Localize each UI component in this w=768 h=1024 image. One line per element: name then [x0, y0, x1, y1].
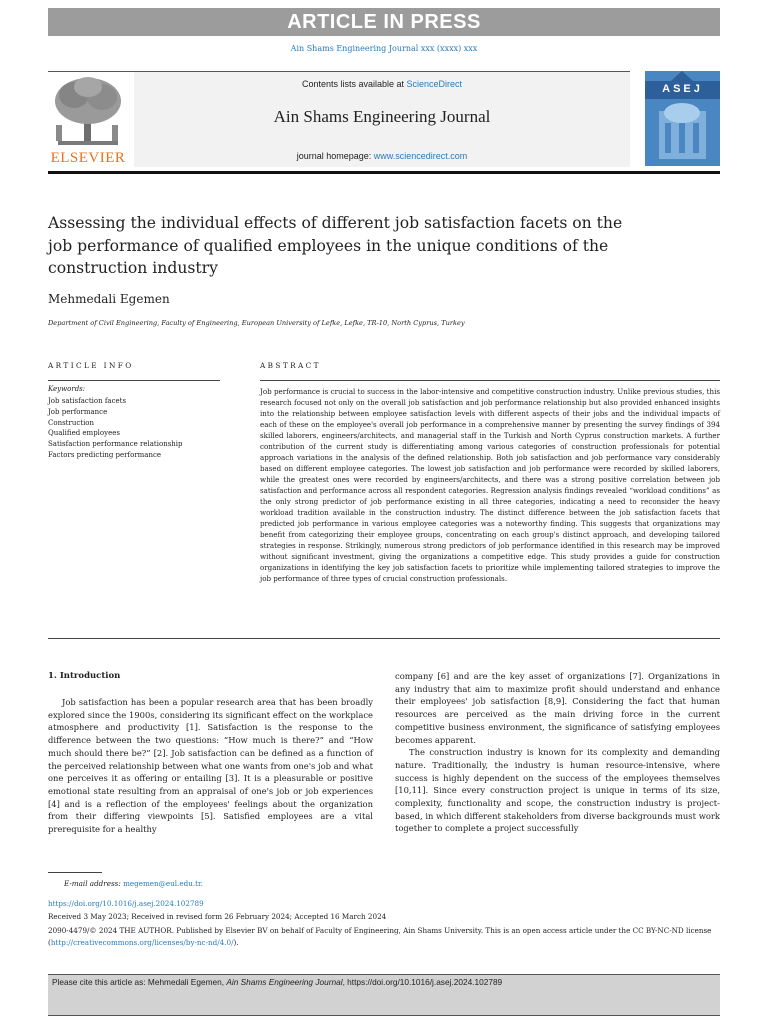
keyword-item[interactable]: Qualified employees	[48, 429, 120, 438]
body-paragraph: company [6] and are the key asset of organizations [7]. Organizations in any industry that aim to maximize profit should understand and enhance their employees' job satisfaction [8,9]. Considering the fact that human resources are perceived as the main driving force in the current competitive business environment, the significance of satisfying employees becomes apparent.	[395, 671, 720, 745]
abstract-text: Job performance is crucial to success in the labor-intensive and competitive construction industry. Unlike previous studies, this research focused not only on the overall job satisfaction and job performance relationship but also provided enhanced insights into the relationship between employee satisfaction levels with different aspects of their jobs and the individual impacts of each of these on the employee's overall job performance in a comprehensive manner by presenting the survey findings of 394 skilled laborers, engineers/architects, and managerial staff in the Turkish and North Cyprus construction markets. A further contribution of the current study is differentiating among various categories of construction professionals for potential approach variations in the analysis of the defined relationship. Both job satisfaction and job performance vary considerably based on different employee categories. The lowest job satisfaction and job performance were recorded by skilled laborers, while the greatest ones were recorded by engineers/architects, and there was a strong positive correlation between job satisfaction and performance across all respondent categories. Regression analysis findings revealed “workload conditions” as the only strong predictor of job performance existing in all three categories, indicating a need to reconsider the heavy workload tradition available in the construction industry. The distinct difference between the job satisfaction facets that predicted job performance in various employee categories was a noteworthy finding. This suggests that organizations may benefit from categorizing their employee groups, concentrating on each group's distinct approach, and developing tailored strategies in response. Strikingly, numerous strong predictors of job performance identified in this research may be improved without significant investment, giving the organizations a competitive edge. This study provides a guide for construction organizations in identifying the key job satisfaction facets to prioritize while implementing tailored strategies to improve the job performance of three types of crucial construction professionals.	[260, 387, 720, 583]
abstract-rule	[260, 380, 720, 381]
email-footnote	[64, 879, 203, 888]
publisher-logo-text: ELSEVIER	[50, 150, 126, 166]
article-info-rule	[48, 380, 220, 381]
section-heading-introduction: 1. Introduction	[48, 671, 121, 681]
keyword-item[interactable]: Job satisfaction facets	[48, 397, 127, 405]
footnote-rule	[48, 872, 102, 873]
cite-journal: Ain Shams Engineering Journal	[226, 977, 343, 987]
author-affiliation: Department of Civil Engineering, Faculty of Engineering, European University of Lefke, Lefke, TR-10, North Cyprus, Turkey	[48, 319, 465, 327]
header-bottom-rule	[48, 171, 720, 174]
contents-line	[134, 79, 630, 89]
sciencedirect-link[interactable]: ScienceDirect	[406, 79, 463, 89]
homepage-link[interactable]: www.sciencedirect.com	[373, 151, 468, 161]
body-column-left	[48, 696, 373, 836]
body-column-right	[395, 670, 720, 835]
doi-link[interactable]: https://doi.org/10.1016/j.asej.2024.102789	[48, 899, 204, 908]
cite-prefix: Please cite this article as: Mehmedali Egemen,	[52, 977, 227, 987]
abstract-heading: ABSTRACT	[260, 361, 321, 370]
journal-reference-link[interactable]: Ain Shams Engineering Journal xxx (xxxx) xxx	[290, 44, 478, 53]
license-statement	[48, 925, 720, 948]
cite-suffix: , https://doi.org/10.1016/j.asej.2024.102789	[342, 977, 503, 987]
received-dates: Received 3 May 2023; Received in revised form 26 February 2024; Accepted 16 March 2024	[48, 912, 387, 921]
body-paragraph: The construction industry is known for its complexity and demanding nature. Traditionally, the industry is human resource-intensive, where success is highly dependent on the success of the employees themselves [10,11]. Since every construction project is unique in terms of its size, complexity, functionality and scope, the construction industry is project-based, in which different stakeholders from diverse backgrounds must work together to complete a project successfully	[395, 747, 720, 834]
paper-title: Assessing the individual effects of different job satisfaction facets on the job performance of qualified employees in the unique conditions of the construction industry	[48, 214, 623, 277]
homepage-prefix: journal homepage:	[296, 151, 374, 161]
article-in-press-banner: ARTICLE IN PRESS	[48, 8, 720, 36]
license-text: 2090-4479/© 2024 THE AUTHOR. Published by Elsevier BV on behalf of Faculty of Engineering, Ain Shams University. This is an open access article under the CC BY-NC-ND license (	[48, 926, 712, 947]
email-label: E-mail address:	[64, 879, 124, 888]
abstract-bottom-rule	[48, 638, 720, 639]
body-paragraph: Job satisfaction has been a popular research area that has been broadly explored since the 1900s, considering its significant effect on the workplace atmosphere and productivity [1]. Satisfaction is the response to the difference between the two questions: “How much is there?” and “How much should there be?” [2]. Job satisfaction can be defined as a function of the perceived relationship between what one wants from one's job and what one perceives it as offering or entailing [3]. It is a pleasurable or positive emotional state resulting from an appraisal of one's job or job experiences [4] and is a reflection of the employees' feelings about the organization from their differing viewpoints [5]. Satisfied employees are a vital prerequisite for a healthy	[48, 697, 373, 835]
contents-prefix: Contents lists available at	[301, 79, 407, 89]
journal-title: Ain Shams Engineering Journal	[273, 107, 491, 126]
keyword-item[interactable]: Factors predicting performance	[48, 450, 162, 459]
cover-title: ASEJ	[662, 83, 703, 95]
license-link[interactable]: http://creativecommons.org/licenses/by-nc-nd/4.0/	[50, 937, 234, 947]
keywords-label: Keywords:	[48, 385, 86, 393]
article-info-heading: ARTICLE INFO	[48, 361, 134, 370]
citation-text	[52, 977, 502, 987]
homepage-line	[134, 151, 630, 161]
journal-cover-image[interactable]	[645, 71, 720, 166]
keyword-item[interactable]: Satisfaction performance relationship	[48, 440, 183, 449]
author-name[interactable]: Mehmedali Egemen	[48, 292, 170, 306]
keyword-item[interactable]: Job performance	[48, 407, 108, 416]
cover-building-icon	[645, 71, 720, 166]
license-end: ).	[233, 937, 239, 947]
keywords-list	[48, 396, 183, 461]
email-link[interactable]: megemen@eul.edu.tr.	[123, 879, 203, 888]
keyword-item[interactable]: Construction	[48, 418, 95, 427]
